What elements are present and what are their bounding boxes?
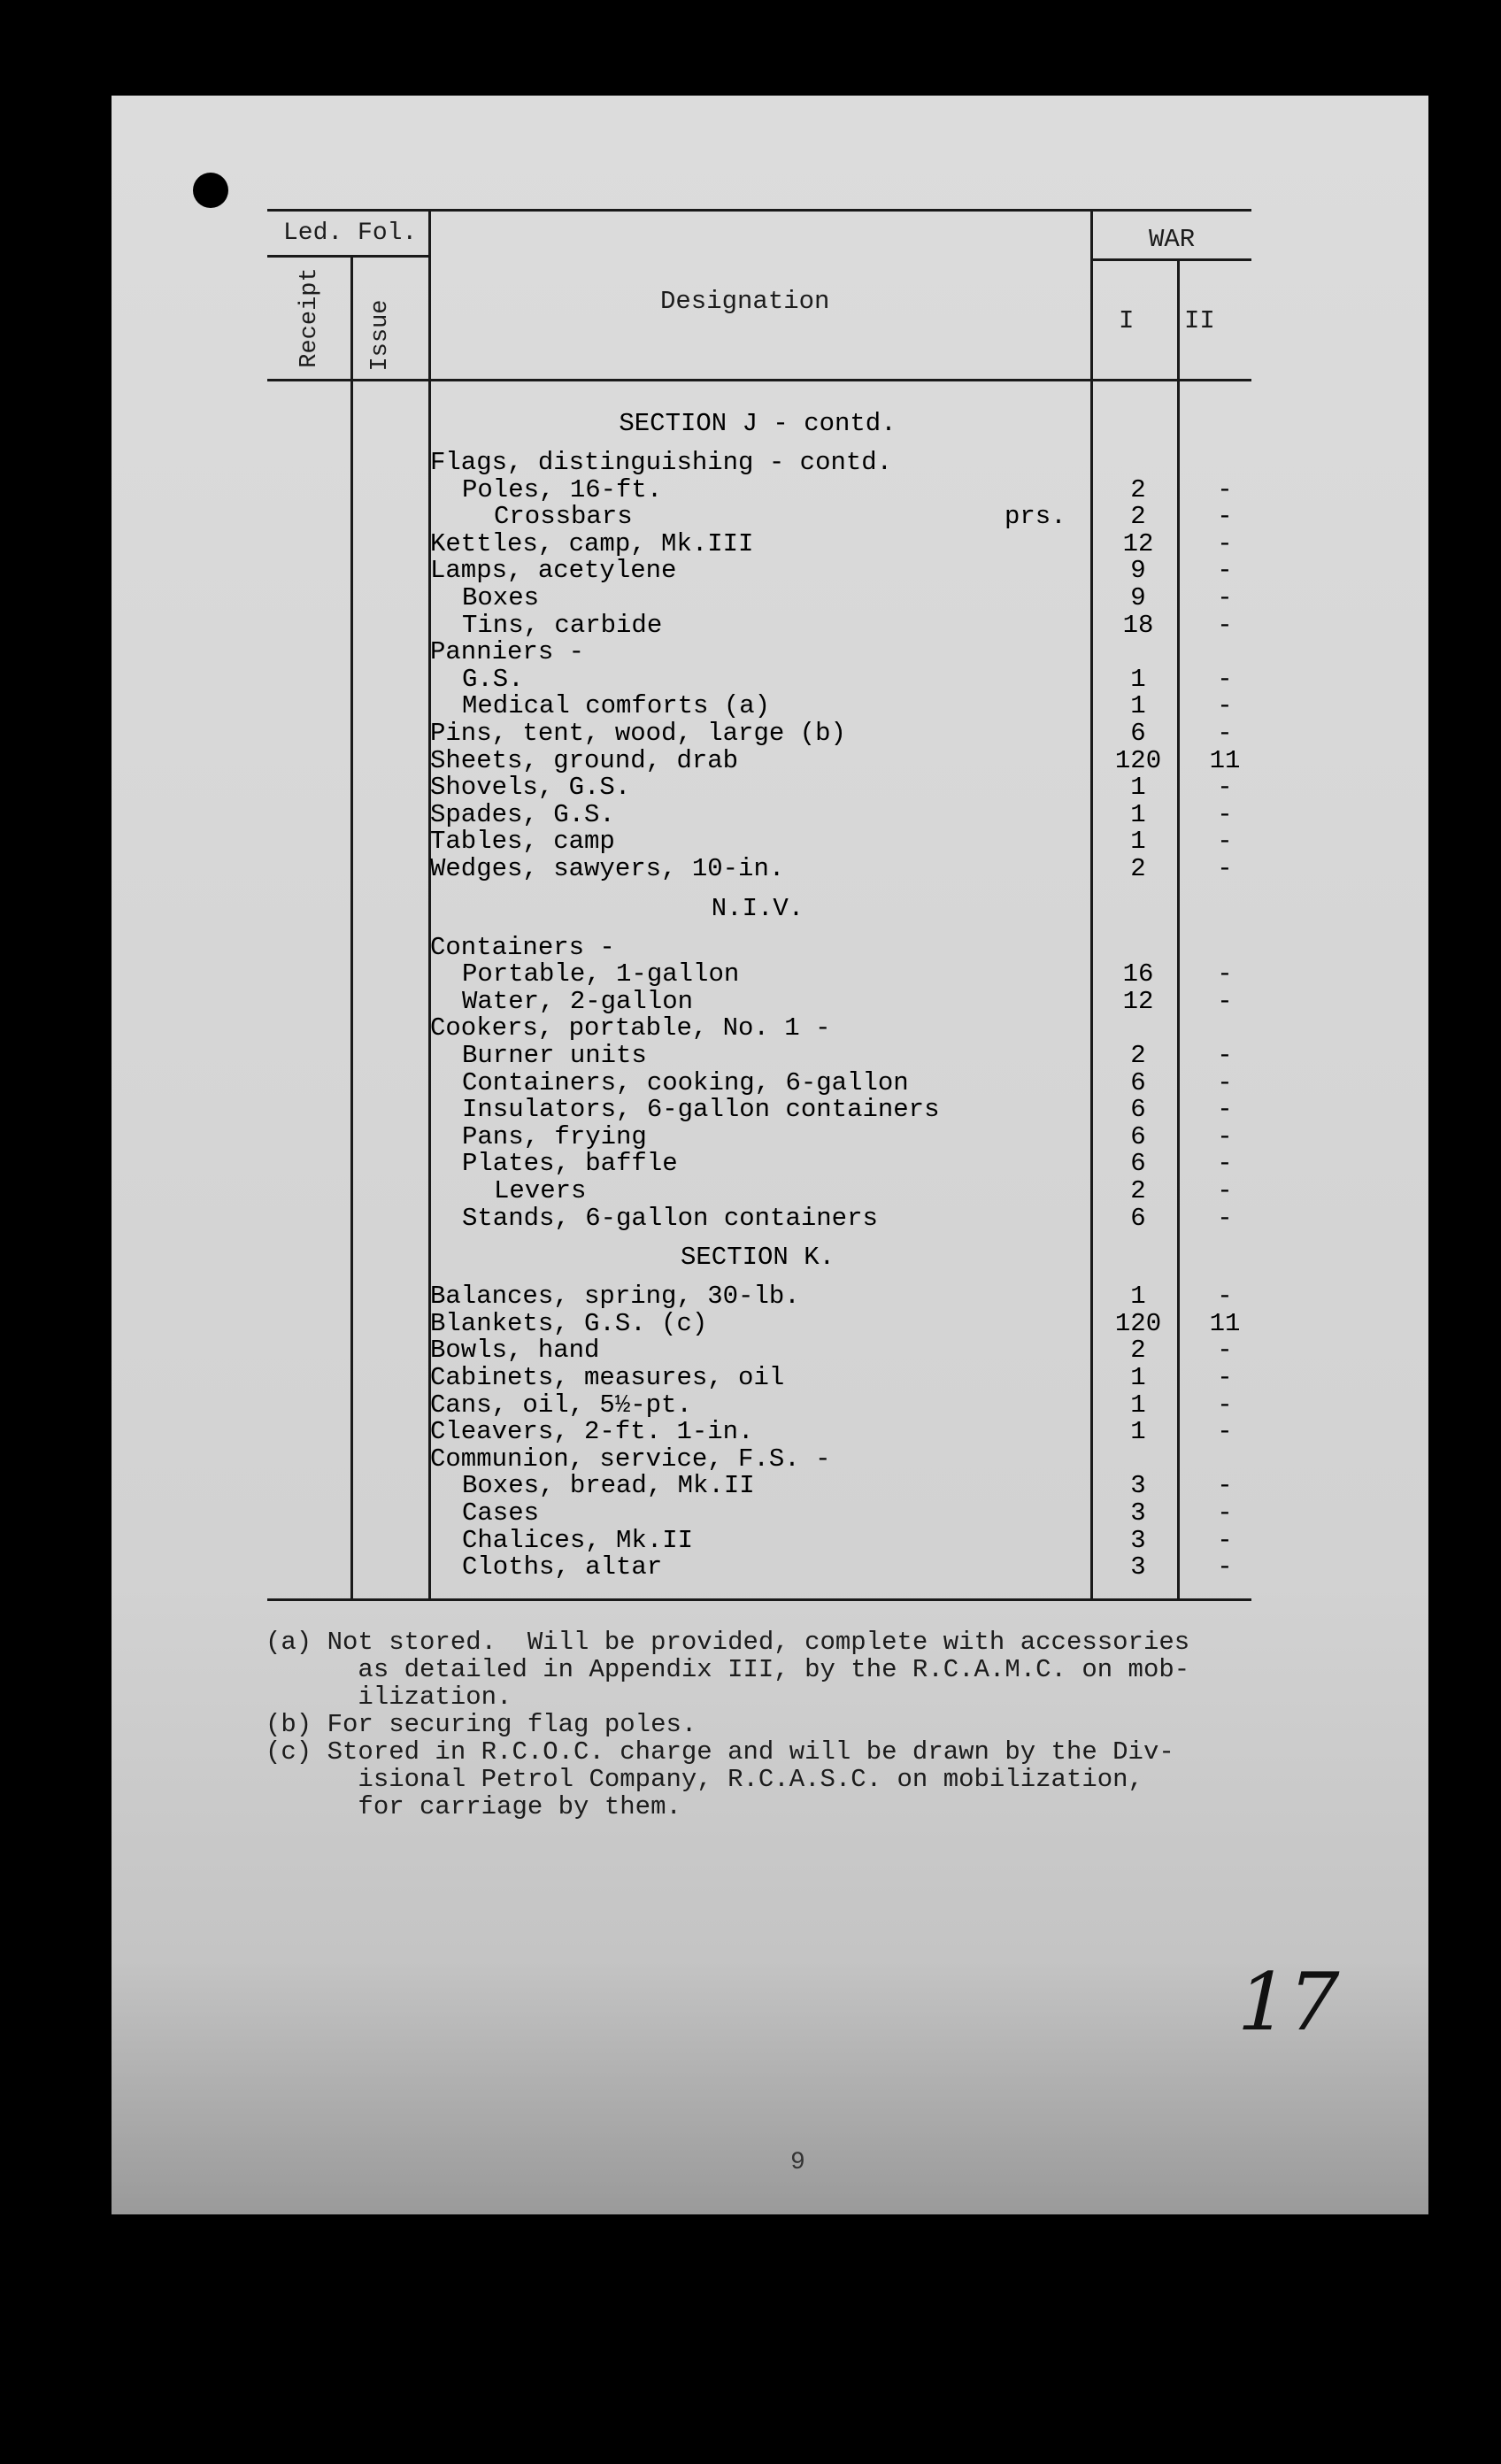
qty-war-ii: -	[1217, 959, 1233, 989]
item-designation: Bowls, hand	[430, 1336, 600, 1366]
item-designation: Balances, spring, 30-lb.	[430, 1282, 800, 1312]
item-designation: G.S.	[462, 664, 524, 694]
war-header: WAR	[1149, 225, 1196, 254]
qty-war-i: 2	[1130, 502, 1146, 532]
item-designation: Spades, G.S.	[430, 799, 615, 829]
item-designation: Crossbars	[494, 502, 633, 532]
qty-war-i: 6	[1130, 719, 1146, 748]
item-designation: Insulators, 6-gallon containers	[462, 1095, 940, 1125]
qty-war-ii: -	[1217, 1390, 1233, 1420]
qty-war-ii: -	[1217, 986, 1233, 1016]
footnote: (a) Not stored. Will be provided, complete with accessories as detailed in Appendix III, by the R.C.A.M.C. on mob- ilization.	[266, 1628, 1190, 1712]
footnote: (c) Stored in R.C.O.C. charge and will be drawn by the Div- isional Petrol Company, R.C.A.S.C. on mobilization, for carriage by them.	[266, 1737, 1174, 1821]
punch-hole	[193, 173, 228, 208]
item-designation: Cleavers, 2-ft. 1-in.	[430, 1417, 754, 1447]
qty-war-i: 3	[1130, 1525, 1146, 1555]
qty-war-i: 1	[1130, 799, 1146, 829]
qty-war-i: 1	[1130, 827, 1146, 857]
item-designation: Tins, carbide	[462, 610, 663, 640]
item-designation: Boxes, bread, Mk.II	[462, 1471, 755, 1501]
qty-war-i: 2	[1130, 1336, 1146, 1366]
footnote: (b) For securing flag poles.	[266, 1710, 697, 1739]
qty-war-i: 1	[1130, 691, 1146, 721]
page-number: 9	[790, 2149, 805, 2176]
item-designation: Burner units	[462, 1041, 647, 1070]
qty-war-ii: -	[1217, 1095, 1233, 1125]
qty-war-ii: -	[1217, 1121, 1233, 1151]
item-unit: prs.	[1005, 502, 1066, 532]
qty-war-ii: -	[1217, 1363, 1233, 1392]
item-designation: Shovels, G.S.	[430, 773, 631, 803]
qty-war-ii: -	[1217, 1176, 1233, 1205]
qty-war-ii: -	[1217, 799, 1233, 829]
qty-war-ii: -	[1217, 664, 1233, 694]
designation-header: Designation	[660, 287, 830, 316]
qty-war-i: 2	[1130, 1176, 1146, 1205]
qty-war-i: 1	[1130, 1417, 1146, 1447]
item-designation: Cookers, portable, No. 1 -	[430, 1013, 831, 1043]
item-designation: Communion, service, F.S. -	[430, 1444, 831, 1474]
qty-war-i: 1	[1130, 664, 1146, 694]
item-designation: Chalices, Mk.II	[462, 1525, 694, 1555]
table-top-rule	[267, 209, 1251, 212]
qty-war-i: 120	[1114, 1308, 1162, 1338]
qty-war-ii: -	[1217, 1067, 1233, 1097]
qty-war-i: 6	[1130, 1067, 1146, 1097]
item-designation: Cans, oil, 5½-pt.	[430, 1390, 692, 1420]
handwritten-folio-number: 17	[1227, 1956, 1349, 2049]
item-designation: Cabinets, measures, oil	[430, 1363, 785, 1392]
qty-war-ii: -	[1217, 1552, 1233, 1582]
qty-war-i: 6	[1130, 1149, 1146, 1179]
item-designation: Flags, distinguishing - contd.	[430, 448, 893, 477]
qty-war-ii: -	[1217, 719, 1233, 748]
qty-war-ii: -	[1217, 854, 1233, 883]
qty-war-i: 1	[1130, 773, 1146, 803]
qty-war-ii: -	[1217, 1336, 1233, 1366]
qty-war-i: 18	[1122, 610, 1154, 640]
qty-war-i: 1	[1130, 1363, 1146, 1392]
item-designation: Tables, camp	[430, 827, 615, 857]
qty-war-ii: -	[1217, 1471, 1233, 1501]
item-designation: Lamps, acetylene	[430, 556, 677, 586]
qty-war-i: 2	[1130, 854, 1146, 883]
led-divider-rule	[350, 257, 353, 1600]
item-designation: Pans, frying	[462, 1121, 647, 1151]
qty-war-i: 120	[1114, 745, 1162, 775]
war-col-i-header: I	[1119, 306, 1135, 335]
qty-war-ii: -	[1217, 1498, 1233, 1528]
qty-war-ii: -	[1217, 691, 1233, 721]
section-heading-text: SECTION J - contd.	[619, 409, 897, 438]
item-designation: Panniers -	[430, 637, 585, 667]
qty-war-ii: -	[1217, 1203, 1233, 1233]
qty-war-i: 1	[1130, 1282, 1146, 1312]
qty-war-ii: -	[1217, 556, 1233, 586]
item-designation: Kettles, camp, Mk.III	[430, 528, 754, 558]
qty-war-i: 2	[1130, 474, 1146, 504]
qty-war-i: 9	[1130, 583, 1146, 612]
qty-war-i: 6	[1130, 1203, 1146, 1233]
led-fol-header: Led. Fol.	[283, 219, 418, 247]
qty-war-i: 12	[1122, 986, 1154, 1016]
qty-war-i: 3	[1130, 1471, 1146, 1501]
qty-war-ii: -	[1217, 502, 1233, 532]
qty-war-i: 1	[1130, 1390, 1146, 1420]
qty-war-ii: -	[1217, 1041, 1233, 1070]
item-designation: Sheets, ground, drab	[430, 745, 739, 775]
led-fol-sub-rule	[267, 255, 430, 258]
qty-war-ii: -	[1217, 827, 1233, 857]
qty-war-i: 2	[1130, 1041, 1146, 1070]
section-heading-text: SECTION K.	[680, 1243, 835, 1273]
qty-war-i: 12	[1122, 528, 1154, 558]
item-designation: Water, 2-gallon	[462, 986, 694, 1016]
item-designation: Wedges, sawyers, 10-in.	[430, 854, 785, 883]
qty-war-i: 9	[1130, 556, 1146, 586]
item-designation: Containers -	[430, 932, 615, 962]
qty-war-ii: -	[1217, 583, 1233, 612]
item-designation: Blankets, G.S. (c)	[430, 1308, 708, 1338]
qty-war-ii: -	[1217, 1525, 1233, 1555]
item-designation: Cloths, altar	[462, 1552, 663, 1582]
section-heading-text: N.I.V.	[711, 893, 804, 923]
qty-war-ii: -	[1217, 1282, 1233, 1312]
qty-war-ii: -	[1217, 610, 1233, 640]
qty-war-i: 16	[1122, 959, 1154, 989]
qty-war-ii: -	[1217, 1149, 1233, 1179]
item-designation: Cases	[462, 1498, 540, 1528]
war-col-ii-header: II	[1184, 306, 1215, 335]
qty-war-ii: 11	[1209, 745, 1241, 775]
item-designation: Medical comforts (a)	[462, 691, 771, 721]
qty-war-i: 3	[1130, 1552, 1146, 1582]
qty-war-ii: -	[1217, 474, 1233, 504]
item-designation: Pins, tent, wood, large (b)	[430, 719, 846, 748]
qty-war-i: 6	[1130, 1121, 1146, 1151]
qty-war-i: 3	[1130, 1498, 1146, 1528]
issue-header: Issue	[367, 299, 394, 372]
item-designation: Levers	[494, 1176, 587, 1205]
qty-war-ii: -	[1217, 1417, 1233, 1447]
item-designation: Poles, 16-ft.	[462, 474, 663, 504]
item-designation: Plates, baffle	[462, 1149, 678, 1179]
item-designation: Stands, 6-gallon containers	[462, 1203, 878, 1233]
qty-war-ii: -	[1217, 773, 1233, 803]
qty-war-i: 6	[1130, 1095, 1146, 1125]
item-designation: Boxes	[462, 583, 540, 612]
item-designation: Portable, 1-gallon	[462, 959, 740, 989]
item-designation: Containers, cooking, 6-gallon	[462, 1067, 909, 1097]
footnotes	[266, 1629, 1189, 1821]
war-sub-rule	[1090, 258, 1251, 261]
war-left-rule	[1090, 209, 1093, 1600]
qty-war-ii: 11	[1209, 1308, 1241, 1338]
receipt-header: Receipt	[296, 267, 323, 368]
table-bottom-rule	[267, 1598, 1251, 1601]
header-bottom-rule	[267, 379, 1251, 381]
qty-war-ii: -	[1217, 528, 1233, 558]
